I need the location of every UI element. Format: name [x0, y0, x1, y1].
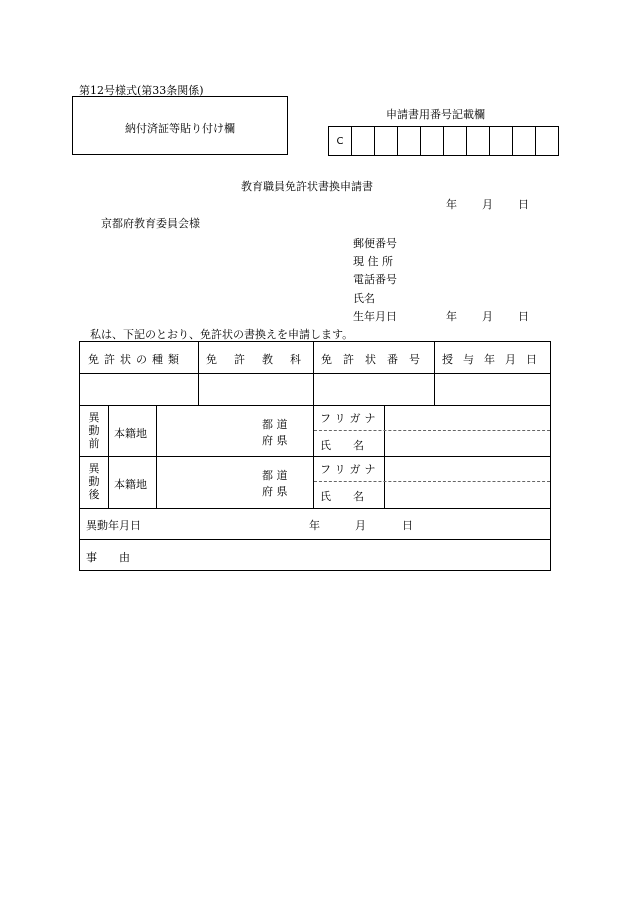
change-date-label: 異動年月日 [86, 519, 141, 532]
stamp-box [72, 96, 288, 155]
date-year: 年 [446, 198, 457, 211]
app-number-cell[interactable] [398, 127, 421, 156]
date-month: 月 [482, 198, 493, 211]
app-number-label: 申請書用番号記載欄 [386, 108, 485, 121]
after-honseki: 本籍地 [114, 478, 147, 491]
app-number-cell[interactable] [375, 127, 398, 156]
before-honseki: 本籍地 [114, 427, 147, 440]
before-furigana-input[interactable] [386, 406, 550, 429]
after-furigana: フリガナ [320, 463, 380, 476]
change-year: 年 [309, 519, 320, 532]
header-license-number: 免許状番号 [321, 353, 431, 366]
postal-label: 郵便番号 [353, 237, 397, 250]
after-todofuken-2: 府 県 [262, 485, 288, 498]
address-label: 現 住 所 [353, 255, 393, 268]
subject-input[interactable] [199, 374, 312, 404]
before-furigana: フリガナ [320, 412, 380, 425]
phone-label: 電話番号 [353, 273, 397, 286]
header-grant-date: 授与年月日 [442, 353, 547, 366]
application-table [79, 341, 551, 571]
after-todofuken-1: 都 道 [262, 469, 288, 482]
reason-input[interactable] [160, 541, 550, 570]
after-shimei-input[interactable] [386, 483, 550, 506]
form-number: 第12号様式(第33条関係) [79, 84, 204, 97]
app-number-cell[interactable] [467, 127, 490, 156]
dob-month: 月 [482, 310, 493, 323]
app-number-cell[interactable]: C [329, 127, 352, 156]
stamp-box-label: 納付済証等貼り付け欄 [125, 122, 235, 135]
after-furigana-input[interactable] [386, 457, 550, 480]
app-number-cell[interactable] [421, 127, 444, 156]
before-shimei: 氏 名 [320, 439, 364, 452]
app-number-grid [328, 126, 559, 156]
dob-year: 年 [446, 310, 457, 323]
before-todofuken-1: 都 道 [262, 418, 288, 431]
after-label: 異動後 [88, 462, 100, 501]
app-number-cell[interactable] [513, 127, 536, 156]
grant-date-input[interactable] [435, 374, 551, 404]
date-day: 日 [518, 198, 529, 211]
change-month: 月 [355, 519, 366, 532]
license-type-input[interactable] [80, 374, 197, 404]
addressee: 京都府教育委員会様 [101, 217, 200, 230]
license-number-input[interactable] [314, 374, 433, 404]
header-license-type: 免許状の種類 [88, 353, 184, 366]
before-label: 異動前 [88, 411, 100, 450]
app-number-cell[interactable] [444, 127, 467, 156]
before-todofuken-2: 府 県 [262, 434, 288, 447]
dob-label: 生年月日 [353, 310, 397, 323]
after-shimei: 氏 名 [320, 490, 364, 503]
app-number-cell[interactable] [536, 127, 559, 156]
reason-label: 事 由 [86, 551, 130, 564]
app-number-cell[interactable] [352, 127, 375, 156]
form-title: 教育職員免許状書換申請書 [241, 180, 373, 193]
header-subject: 免許教科 [206, 353, 318, 366]
app-number-cell[interactable] [490, 127, 513, 156]
name-label: 氏名 [353, 292, 375, 305]
change-day: 日 [402, 519, 413, 532]
dob-day: 日 [518, 310, 529, 323]
statement: 私は、下記のとおり、免許状の書換えを申請します。 [90, 328, 354, 341]
before-shimei-input[interactable] [386, 432, 550, 455]
